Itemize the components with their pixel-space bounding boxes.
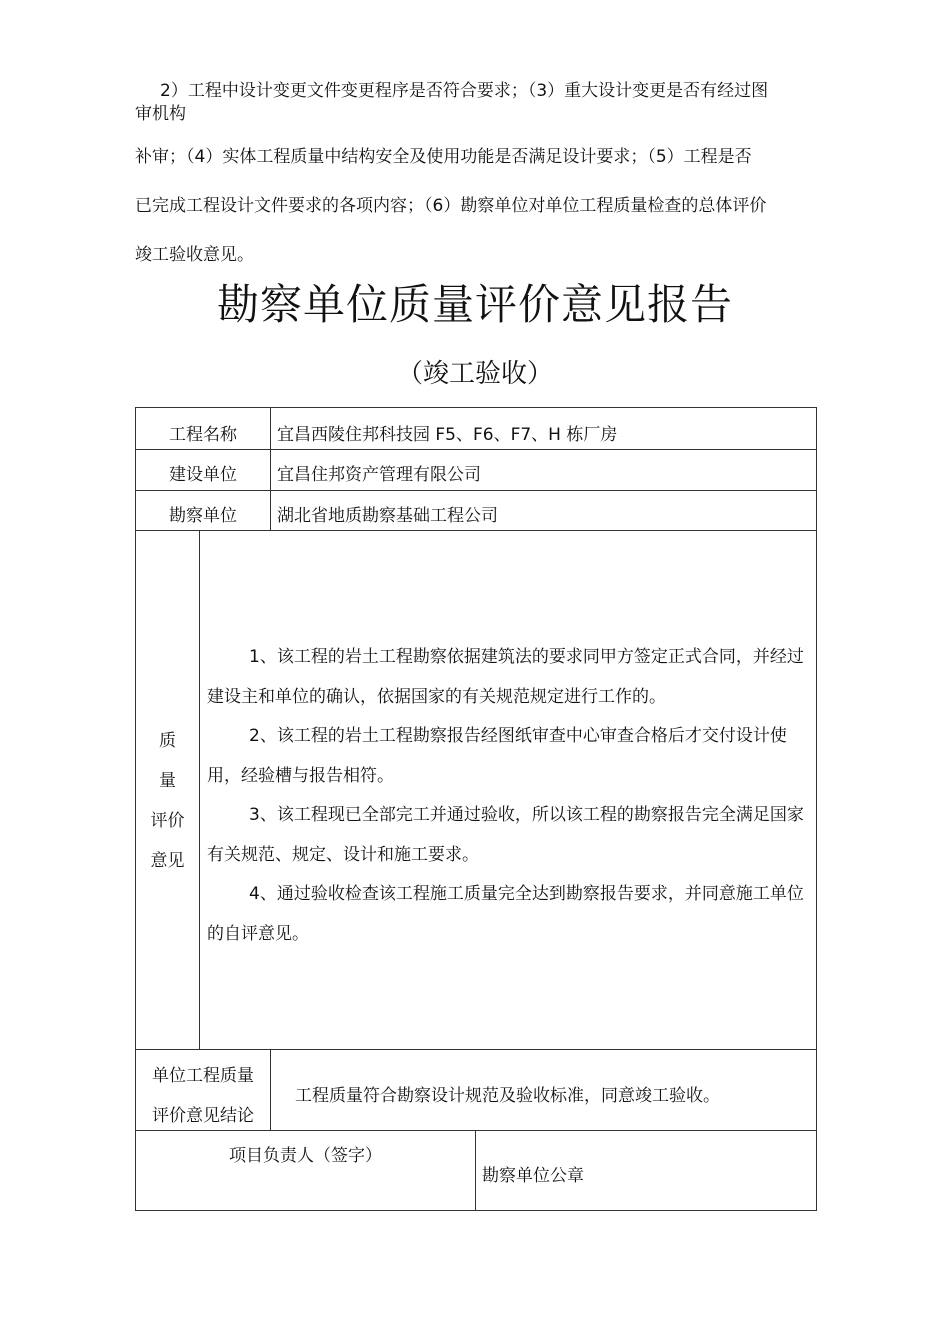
intro-line-1: 2）工程中设计变更文件变更程序是否符合要求；（3）重大设计变更是否有经过图 [160, 81, 769, 101]
quality-label-3: 评价 [150, 811, 185, 831]
row-divider [135, 490, 817, 491]
intro-line-5: 竣工验收意见。 [135, 245, 254, 265]
quality-label-4: 意见 [150, 851, 185, 871]
row-divider [135, 1049, 817, 1050]
project-name-label: 工程名称 [169, 425, 237, 445]
quality-paragraph-1: 1、该工程的岩土工程勘察依据建筑法的要求同甲方签定正式合同，并经过建设主和单位的确认，依据国家的有关规范规定进行工作的。 [207, 647, 804, 707]
survey-unit-label: 勘察单位 [169, 506, 237, 526]
column-divider [270, 1049, 271, 1130]
column-divider [270, 407, 271, 530]
builder-value: 宜昌住邦资产管理有限公司 [277, 465, 481, 485]
row-divider [135, 449, 817, 450]
conclusion-label-line-2: 评价意见结论 [152, 1106, 254, 1126]
seal-label: 勘察单位公章 [482, 1166, 584, 1186]
row-divider [135, 1130, 817, 1131]
quality-label-1: 质 [159, 731, 176, 751]
report-title: 勘察单位质量评价意见报告 [216, 280, 733, 329]
survey-unit-value: 湖北省地质勘察基础工程公司 [277, 506, 498, 526]
conclusion-value: 工程质量符合勘察设计规范及验收标准，同意竣工验收。 [295, 1086, 720, 1106]
column-divider [199, 530, 200, 1049]
intro-line-2: 审机构 [135, 104, 186, 124]
report-subtitle: （竣工验收） [396, 359, 553, 389]
intro-line-4: 已完成工程设计文件要求的各项内容；（6）勘察单位对单位工程质量检查的总体评价 [135, 196, 767, 216]
signature-label: 项目负责人（签字） [229, 1146, 382, 1166]
quality-paragraph-2: 2、该工程的岩土工程勘察报告经图纸审查中心审查合格后才交付设计使用，经验槽与报告相符。 [207, 726, 787, 786]
conclusion-label-line-1: 单位工程质量 [152, 1066, 254, 1086]
quality-paragraph-4: 4、通过验收检查该工程施工质量完全达到勘察报告要求，并同意施工单位的自评意见。 [207, 884, 804, 944]
row-divider [135, 530, 817, 531]
builder-label: 建设单位 [169, 465, 237, 485]
intro-line-3: 补审；（4）实体工程质量中结构安全及使用功能是否满足设计要求；（5）工程是否 [135, 147, 752, 167]
quality-paragraph-3: 3、该工程现已全部完工并通过验收，所以该工程的勘察报告完全满足国家有关规范、规定、设计和施工要求。 [207, 805, 804, 865]
column-divider [475, 1130, 476, 1211]
project-name-value: 宜昌西陵住邦科技园 F5、F6、F7、H 栋厂房 [277, 425, 618, 445]
quality-label-2: 量 [159, 771, 176, 791]
